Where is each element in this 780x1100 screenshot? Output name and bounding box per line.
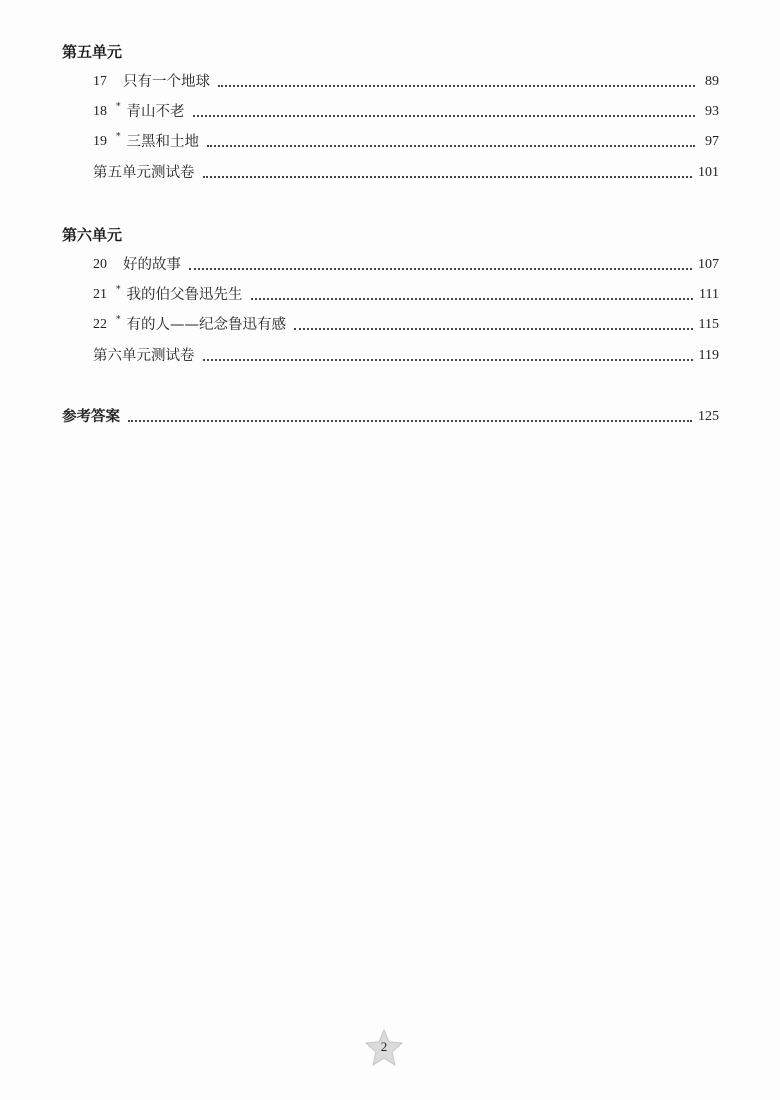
- lesson-number: 21: [93, 287, 107, 302]
- dot-leader: [128, 420, 692, 422]
- lesson-number: 22: [93, 317, 107, 332]
- optional-mark: *: [116, 102, 121, 112]
- lesson-number: 18: [93, 104, 107, 119]
- toc-entry[interactable]: [93, 255, 719, 275]
- dot-leader: [294, 328, 693, 330]
- test-title: 第五单元测试卷: [93, 165, 195, 181]
- dot-leader: [203, 359, 693, 361]
- lesson-number: 19: [93, 134, 107, 149]
- page-number: 2: [380, 1039, 388, 1054]
- lesson-number: 17: [93, 74, 107, 89]
- page-number-badge: [364, 1028, 404, 1068]
- toc-entry[interactable]: [93, 102, 719, 122]
- optional-mark: *: [116, 315, 121, 325]
- page-ref: 97: [705, 134, 719, 149]
- dot-leader: [189, 268, 692, 270]
- lesson-title: 青山不老: [126, 104, 185, 120]
- optional-mark: *: [116, 132, 121, 142]
- lesson-title: 我的伯父鲁迅先生: [126, 287, 243, 303]
- dot-leader: [207, 145, 695, 147]
- lesson-title: 三黑和土地: [126, 134, 199, 150]
- page-ref: 93: [705, 104, 719, 119]
- page-ref: 111: [699, 287, 719, 302]
- dot-leader: [251, 298, 694, 300]
- page-ref: 101: [698, 165, 719, 180]
- page-ref: 119: [698, 348, 719, 363]
- lesson-number: 20: [93, 257, 107, 272]
- page-ref: 89: [705, 74, 719, 89]
- toc-entry[interactable]: [93, 132, 719, 152]
- toc-entry-test[interactable]: [93, 163, 719, 183]
- toc-entry[interactable]: [93, 315, 719, 335]
- answers-title: 参考答案: [62, 409, 120, 425]
- toc-entry-answers[interactable]: [62, 407, 719, 427]
- optional-mark: *: [116, 285, 121, 295]
- dot-leader: [218, 85, 695, 87]
- toc-entry[interactable]: [93, 72, 719, 92]
- lesson-title: 好的故事: [123, 257, 181, 273]
- dot-leader: [193, 115, 696, 117]
- page-ref: 107: [698, 257, 719, 272]
- toc-entry-test[interactable]: [93, 346, 719, 366]
- toc-entry[interactable]: [93, 285, 719, 305]
- test-title: 第六单元测试卷: [93, 348, 195, 364]
- lesson-title: 有的人——纪念鲁迅有感: [126, 317, 286, 333]
- unit-5-title: 第五单元: [62, 43, 123, 61]
- page-ref: 125: [698, 409, 719, 424]
- dot-leader: [203, 176, 693, 178]
- page-ref: 115: [698, 317, 719, 332]
- lesson-title: 只有一个地球: [123, 74, 210, 90]
- unit-6-title: 第六单元: [62, 226, 123, 244]
